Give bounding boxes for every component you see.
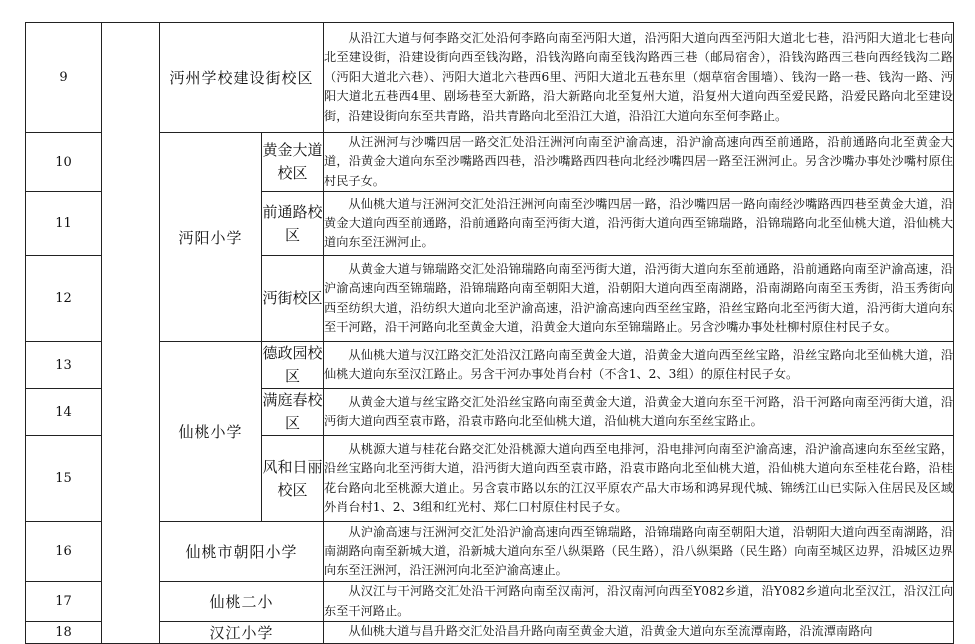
district-description: 从沿江大道与何李路交汇处沿何李路向南至沔阳大道，沿沔阳大道向西至沔阳大道北七巷，沿沔阳大道北七巷向北至建设街，沿建设街向西至钱沟路，沿钱沟路向南至钱沟路西三巷（邮局宿舍），沿钱沟路西三巷向西经钱沟二路（沔阳大道北六巷）、沔阳大道北六巷西6里、沔阳大道北五巷东里（烟草宿舍围墙）、钱沟一路一巷、钱沟一路、沔阳大道北五巷西4里、剧场巷至大新路，沿大新路向北至复州大道，沿复州大道向西至爱民路，沿爱民路向北至建设街，沿建设街向东至共青路，沿共青路向北至沿江大道，沿沿江大道向东至何李路止。 — [324, 23, 954, 133]
school-district-table — [25, 22, 954, 644]
district-description: 从沪渝高速与汪洲河交汇处沿沪渝高速向西至锦瑞路，沿锦瑞路向南至朝阳大道，沿朝阳大道向西至南湖路，沿南湖路向南至新城大道，沿新城大道向东至八纵渠路（民生路），沿八纵渠路（民生路）向南至城区边界，沿城区边界向东至汪洲河，沿汪洲河向北至沪渝高速止。 — [324, 522, 954, 582]
table-row — [26, 522, 954, 582]
district-description: 从黄金大道与丝宝路交汇处沿丝宝路向南至黄金大道，沿黄金大道向东至干河路，沿干河路向南至沔街大道，沿沔街大道向西至袁市路，沿袁市路向北至仙桃大道，沿仙桃大道向东至丝宝路止。 — [324, 389, 954, 436]
district-description: 从仙桃大道与汉江路交汇处沿汉江路向南至黄金大道，沿黄金大道向西至丝宝路，沿丝宝路向北至仙桃大道，沿仙桃大道向东至汉江路止。另含干河办事处肖台村（不含1、2、3组）的原住村民子女。 — [324, 342, 954, 389]
table-row — [26, 23, 954, 133]
district-description: 从汉江与干河路交汇处沿干河路向南至汉南河，沿汉南河向西至Y082乡道，沿Y082乡道向北至汉江，沿汉江向东至干河路止。 — [324, 582, 954, 622]
school-name: 仙桃二小 — [160, 582, 324, 622]
row-number: 11 — [26, 192, 102, 256]
blank-column — [102, 23, 160, 644]
row-number: 16 — [26, 522, 102, 582]
campus-name: 风和日丽校区 — [262, 436, 324, 522]
school-name: 仙桃小学 — [160, 342, 262, 522]
campus-name: 满庭春校区 — [262, 389, 324, 436]
table-row — [26, 622, 954, 644]
row-number: 12 — [26, 256, 102, 342]
district-description: 从仙桃大道与昌升路交汇处沿昌升路向南至黄金大道，沿黄金大道向东至流潭南路，沿流潭南路向 — [324, 622, 954, 644]
school-name: 仙桃市朝阳小学 — [160, 522, 324, 582]
district-description: 从仙桃大道与汪洲河交汇处沿汪洲河向南至沙嘴四居一路，沿沙嘴四居一路向南经沙嘴路西四巷至黄金大道，沿黄金大道向西至前通路，沿前通路向南至沔街大道，沿沔街大道向西至锦瑞路，沿锦瑞路向北至仙桃大道，沿仙桃大道向东至汪洲河止。 — [324, 192, 954, 256]
row-number: 9 — [26, 23, 102, 133]
row-number: 15 — [26, 436, 102, 522]
district-description: 从黄金大道与锦瑞路交汇处沿锦瑞路向南至沔街大道，沿沔街大道向东至前通路，沿前通路向南至沪渝高速，沿沪渝高速向西至锦瑞路，沿锦瑞路向南至朝阳大道，沿朝阳大道向西至南湖路，沿南湖路向南至玉秀街，沿玉秀街向西至纺织大道，沿纺织大道向北至沪渝高速，沿沪渝高速向西至丝宝路，沿丝宝路向北至沔街大道，沿沔街大道向东至干河路，沿干河路向北至黄金大道，沿黄金大道向东至锦瑞路止。另含沙嘴办事处杜柳村原住村民子女。 — [324, 256, 954, 342]
campus-name: 德政园校区 — [262, 342, 324, 389]
district-description: 从汪洲河与沙嘴四居一路交汇处沿汪洲河向南至沪渝高速，沿沪渝高速向西至前通路，沿前通路向北至黄金大道，沿黄金大道向东至沙嘴路西四巷，沿沙嘴路西四巷向北经沙嘴四居一路至汪洲河止。另含沙嘴办事处沙嘴村原住村民子女。 — [324, 133, 954, 192]
campus-name: 前通路校区 — [262, 192, 324, 256]
table-row — [26, 582, 954, 622]
table-row — [26, 133, 954, 192]
table-row — [26, 342, 954, 389]
row-number: 18 — [26, 622, 102, 644]
school-name: 沔阳小学 — [160, 133, 262, 342]
campus-name: 黄金大道校区 — [262, 133, 324, 192]
school-name: 沔州学校建设街校区 — [160, 23, 324, 133]
school-name: 汉江小学 — [160, 622, 324, 644]
campus-name: 沔街校区 — [262, 256, 324, 342]
row-number: 13 — [26, 342, 102, 389]
district-description: 从桃源大道与桂花台路交汇处沿桃源大道向西至电排河，沿电排河向南至沪渝高速，沿沪渝高速向东至丝宝路，沿丝宝路向北至沔街大道，沿沔街大道向西至袁市路，沿袁市路向北至仙桃大道，沿仙桃大道向东至桂花台路，沿桂花台路向北至桃源大道止。另含袁市路以东的江汉平原农产品大市场和鸿昇现代城、锦绣江山已实际入住居民及区域外肖台村1、2、3组和红光村、郑仁口村原住村民子女。 — [324, 436, 954, 522]
row-number: 14 — [26, 389, 102, 436]
row-number: 17 — [26, 582, 102, 622]
row-number: 10 — [26, 133, 102, 192]
